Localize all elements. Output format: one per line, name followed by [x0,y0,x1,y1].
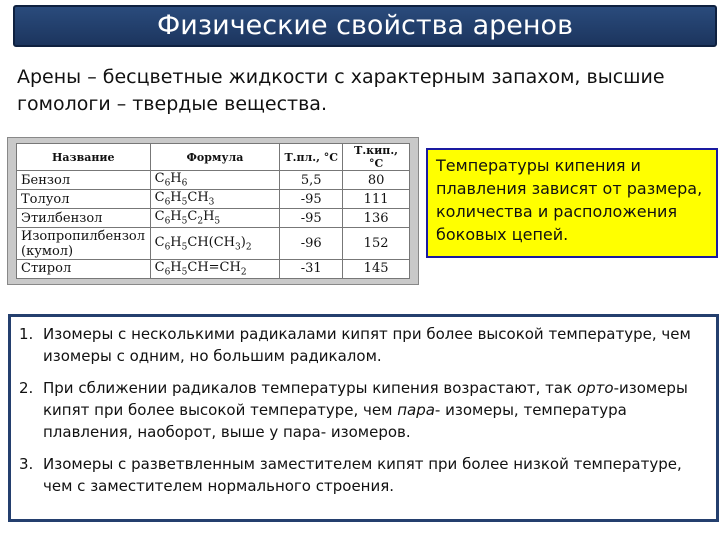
ortho-term: орто [576,379,614,397]
para-term: пара [397,401,435,419]
list-item-number: 1. [19,325,34,343]
cell-melting-point: -95 [280,190,343,209]
intro-text: Арены – бесцветные жидкости с характерным запахом, высшие гомологи – твердые вещества. [17,66,665,115]
header-formula: Формула [150,144,280,171]
cell-name: Бензол [17,171,151,190]
table-row [17,228,410,260]
cell-melting-point: -95 [280,209,343,228]
cell-name: Изопропилбензол (кумол) [17,228,151,260]
cell-melting-point: 5,5 [280,171,343,190]
list-item [19,323,708,367]
cell-formula: $C_6H_5CH=CH_2$ [150,259,280,278]
cell-name: Этилбензол [17,209,151,228]
properties-table-container [7,137,419,285]
list-item-text [43,377,708,443]
list-item-text-part: -изомеры кипят при более высокой температуре, чем [43,379,688,419]
cell-name: Толуол [17,190,151,209]
table-row [17,259,410,278]
cell-boiling-point: 152 [343,228,410,260]
table-row [17,190,410,209]
cell-formula: $C_6H_6$ [150,171,280,190]
list-item-text: Изомеры с разветвленным заместителем кипят при более низкой температуре, чем с заместителем нормального строения. [43,455,682,495]
cell-name: Стирол [17,259,151,278]
list-item-text-part: При сближении радикалов температуры кипения возрастают, так [43,379,577,397]
cell-boiling-point: 145 [343,259,410,278]
cell-formula: $C_6H_5CH_3$ [150,190,280,209]
slide-title: Физические свойства аренов [13,5,717,47]
cell-boiling-point: 136 [343,209,410,228]
cell-melting-point: -96 [280,228,343,260]
cell-formula: $C_6H_5C_2H_5$ [150,209,280,228]
header-melting-point: Т.пл., °С [280,144,343,171]
list-item-number: 2. [19,379,34,397]
table-row [17,209,410,228]
note-box: Температуры кипения и плавления зависят от размера, количества и расположения боковых цепей. [426,148,718,258]
header-name: Название [17,144,151,171]
cell-formula: $C_6H_5CH(CH_3)_2$ [150,228,280,260]
properties-table [16,143,410,279]
list-item [19,377,708,443]
cell-boiling-point: 111 [343,190,410,209]
header-boiling-point: Т.кип., °С [343,144,410,171]
cell-melting-point: -31 [280,259,343,278]
list-item-text-part: - изомеры, температура плавления, наоборот, выше у пара- изомеров. [43,401,627,441]
list-item-number: 3. [19,455,34,473]
table-header-row [17,144,410,171]
list-item [19,453,708,497]
list-item-text: Изомеры с несколькими радикалами кипят при более высокой температуре, чем изомеры с одним, но большим радикалом. [43,325,691,365]
table-row [17,171,410,190]
cell-boiling-point: 80 [343,171,410,190]
isomer-rules-list [8,314,719,522]
